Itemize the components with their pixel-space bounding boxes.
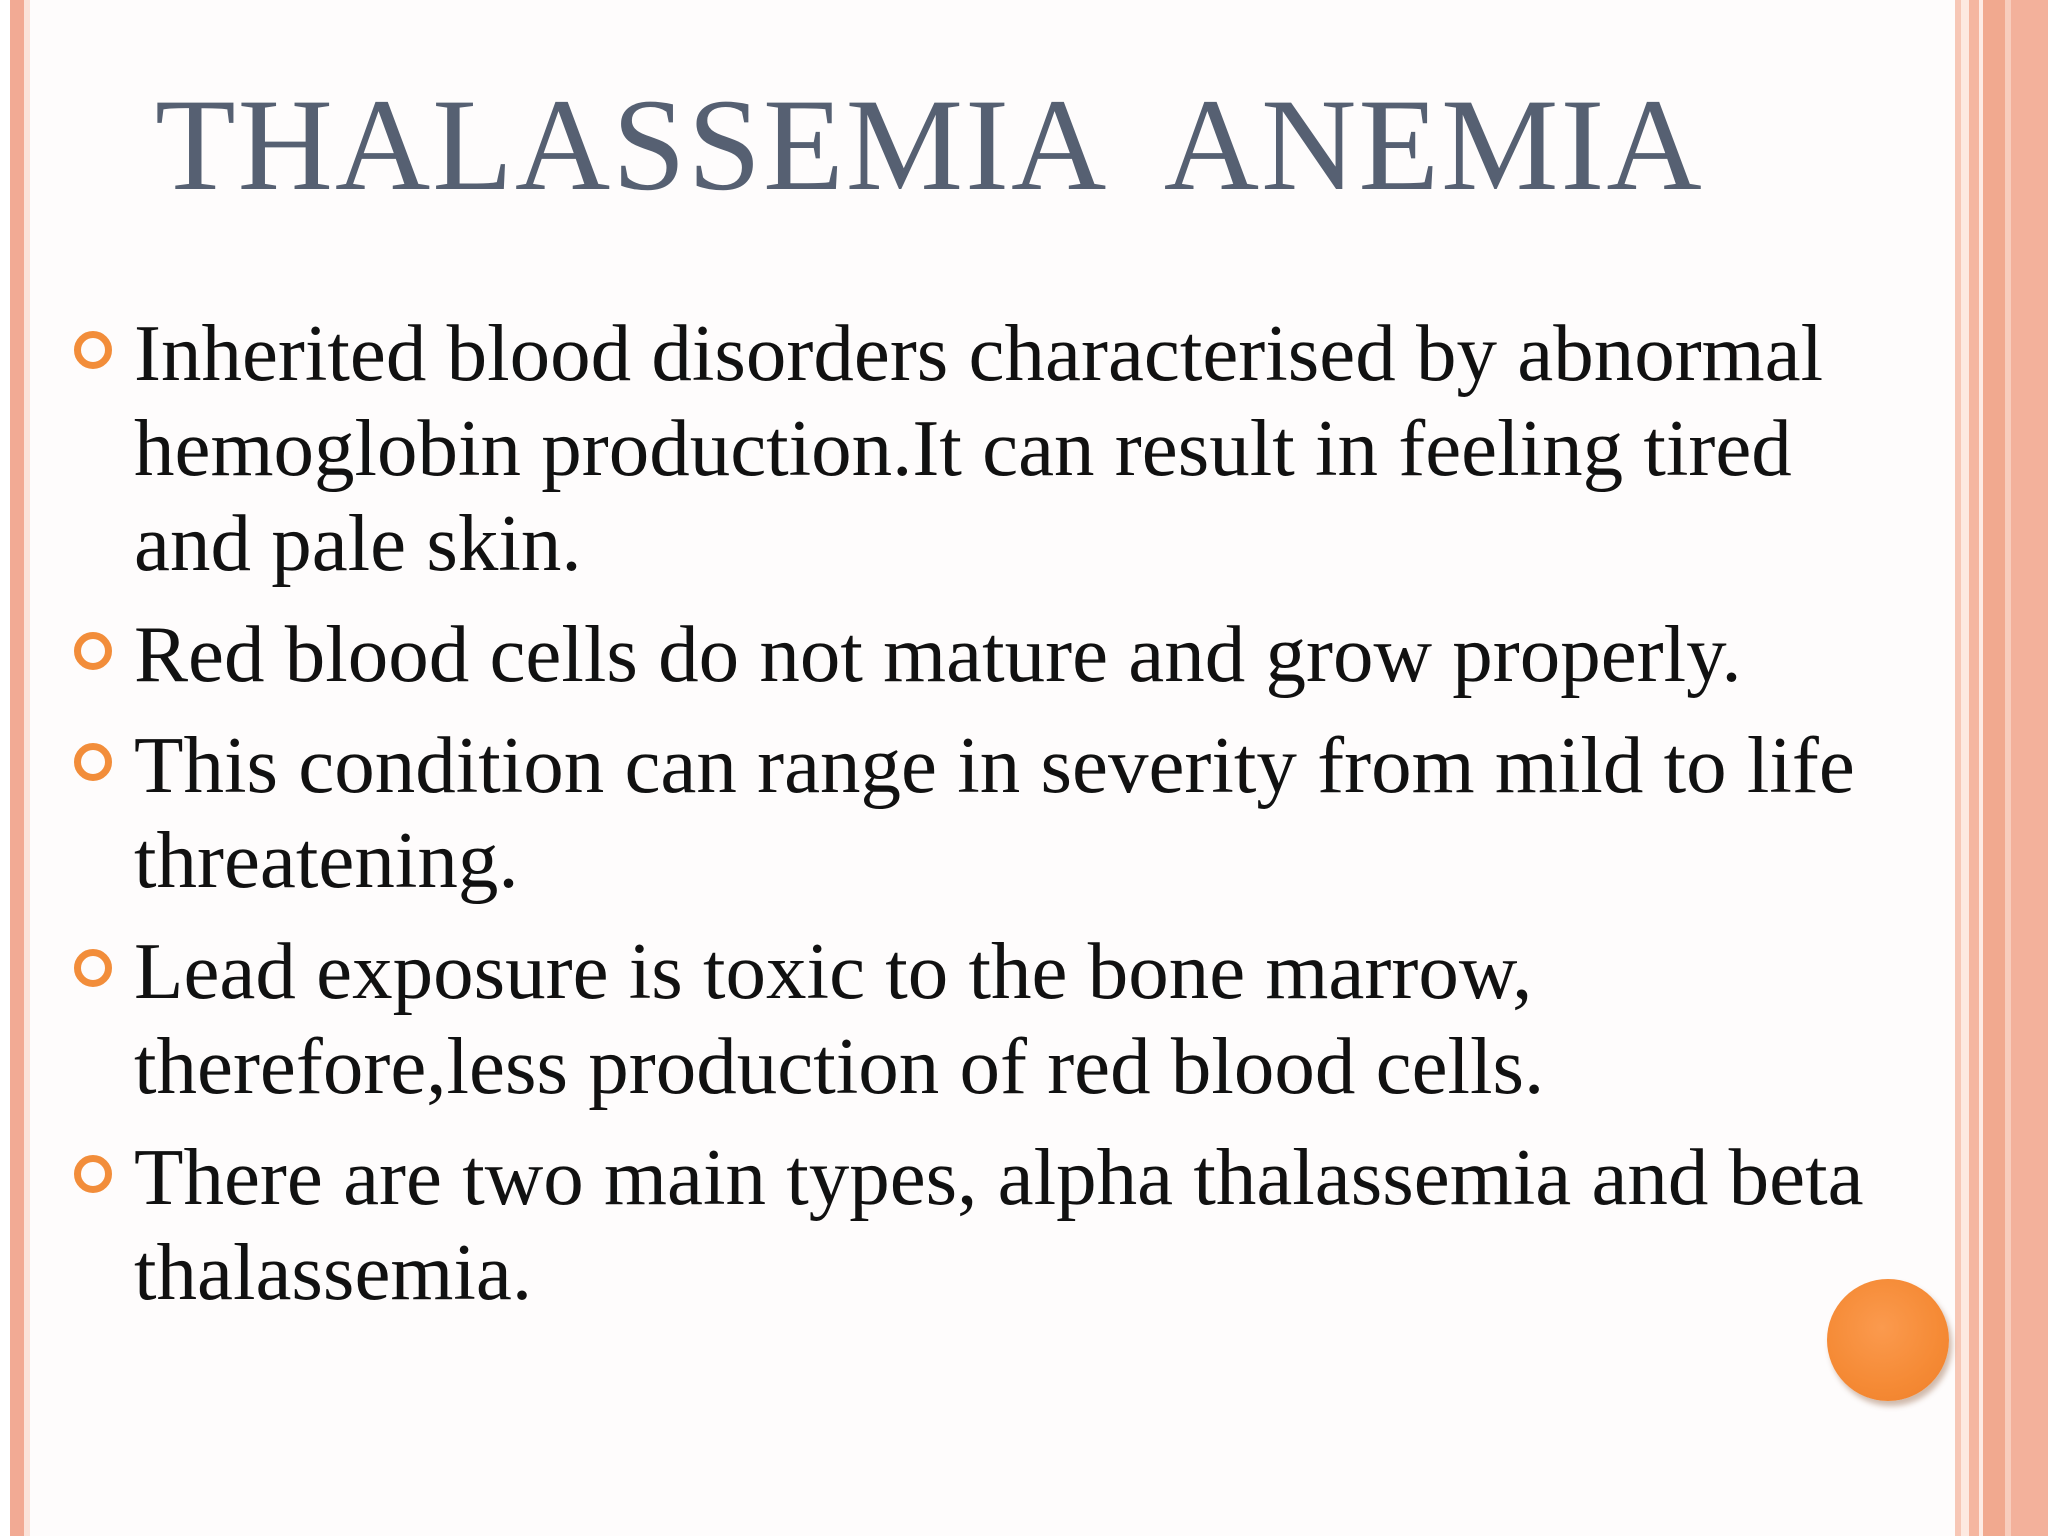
bullet-item [72, 924, 1892, 1114]
bullet-item [72, 1130, 1892, 1320]
right-decor-strip [1969, 0, 1979, 1536]
bullet-text: There are two main types, alpha thalassemia and beta thalassemia. [134, 1132, 1864, 1317]
bullet-item [72, 607, 1892, 702]
bullet-list [72, 306, 1892, 1336]
ring-bullet-icon [74, 632, 112, 670]
bullet-text: Inherited blood disorders characterised by abnormal hemoglobin production.It can result in feeling tired and pale skin. [134, 308, 1824, 588]
ring-bullet-icon [74, 949, 112, 987]
right-decor-strip [1983, 0, 2005, 1536]
left-border-margin [0, 0, 10, 1536]
ring-bullet-icon [74, 743, 112, 781]
bullet-text: Lead exposure is toxic to the bone marrow, therefore,less production of red blood cells. [134, 926, 1545, 1111]
bullet-item [72, 718, 1892, 908]
left-border-inner [24, 0, 30, 1536]
right-decor-strip [1961, 0, 1969, 1536]
ring-bullet-icon [74, 1155, 112, 1193]
slide-title: THALASSEMIA ANEMIA [155, 71, 1704, 218]
bullet-text: Red blood cells do not mature and grow properly. [134, 609, 1742, 699]
ring-bullet-icon [74, 331, 112, 369]
orange-circle-decoration [1827, 1279, 1949, 1401]
bullet-item [72, 306, 1892, 591]
right-decor-strip [2011, 0, 2048, 1536]
bullet-text: This condition can range in severity from mild to life threatening. [134, 720, 1855, 905]
left-border [10, 0, 24, 1536]
